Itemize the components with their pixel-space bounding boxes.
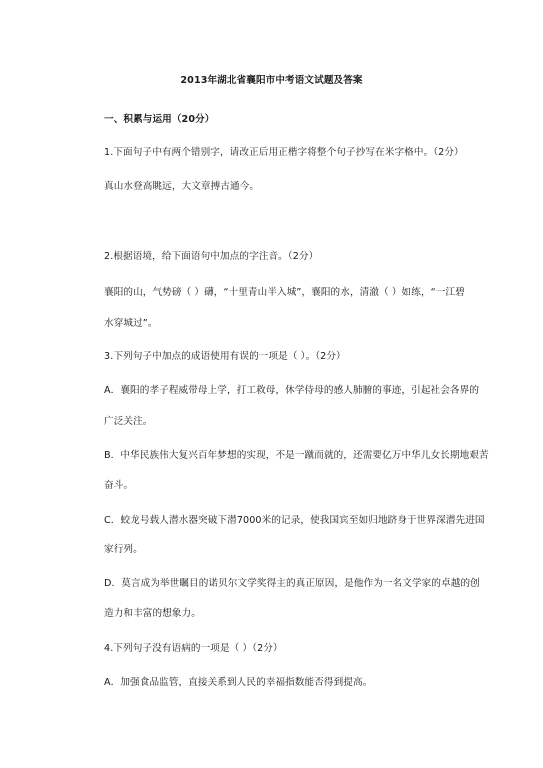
question-4-option-a: A．加强食品监管，直接关系到人民的幸福指数能否得到提高。 (104, 677, 373, 688)
question-4-text: 4.下列句子没有语病的一项是（ ）（2分） (104, 643, 283, 654)
question-3-text: 3.下列句子中加点的成语使用有误的一项是（ ）。（2分） (104, 351, 346, 362)
question-3-option-c-line-1: C．蛟龙号载人潜水器突破下潜7000米的记录，使我国宾至如归地跻身于世界深潜先进国 (104, 515, 485, 526)
question-3-option-b-line-1: B．中华民族伟大复兴百年梦想的实现，不是一蹴而就的，还需要亿万中华儿女长期地艰苦 (104, 450, 489, 461)
question-2-passage-line-1: 襄阳的山，气势磅（ ）礴，“十里青山半入城”，襄阳的水，清澈（ ）如练，“一江碧 (104, 287, 465, 298)
document-title: 2013年湖北省襄阳市中考语文试题及答案 (180, 75, 363, 86)
question-3-option-d-line-1: D．莫言成为举世瞩目的诺贝尔文学奖得主的真正原因，是他作为一名文学家的卓越的创 (104, 578, 480, 589)
question-3-option-a-line-2: 广泛关注。 (104, 416, 153, 427)
section-heading: 一、积累与运用（20分） (104, 114, 215, 125)
question-2-passage-line-2: 水穿城过”。 (104, 318, 158, 329)
question-3-option-a-line-1: A．襄阳的孝子程威带母上学，打工救母，休学侍母的感人肺腑的事迹，引起社会各界的 (104, 385, 480, 396)
question-3-option-b-line-2: 奋斗。 (104, 480, 134, 491)
question-3-option-c-line-2: 家行列。 (104, 544, 143, 555)
question-1-text: 1.下面句子中有两个错别字，请改正后用正楷字将整个句子抄写在米字格中。（2分） (104, 147, 464, 158)
question-2-text: 2.根据语境，给下面语句中加点的字注音。（2分） (104, 251, 319, 262)
question-1-sentence: 真山水登高眺远，大文章搏古通今。 (104, 181, 260, 192)
question-3-option-d-line-2: 造力和丰富的想象力。 (104, 608, 201, 619)
